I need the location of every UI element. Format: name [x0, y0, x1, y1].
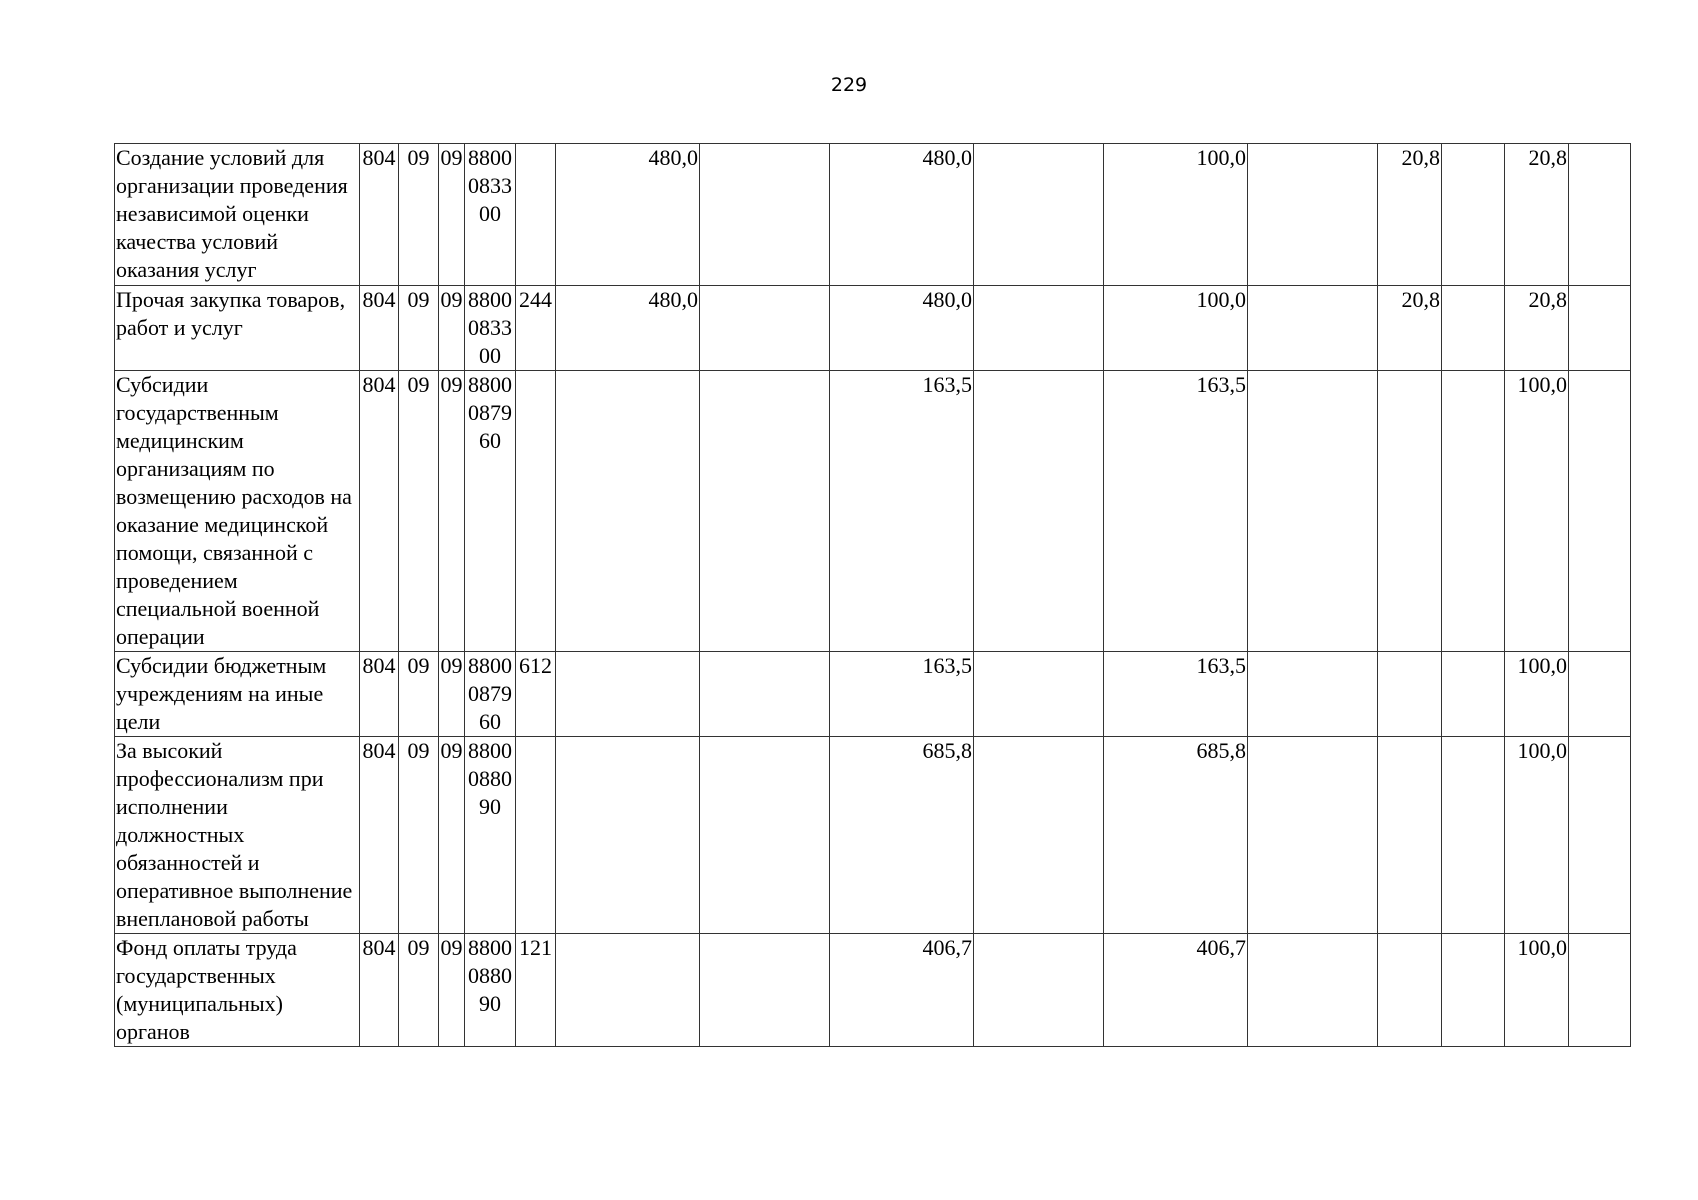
ved-code-cell: 804: [360, 286, 399, 371]
csr-code-cell: [465, 652, 516, 737]
ved-code-cell: 804: [360, 652, 399, 737]
csr-code-cell: [465, 934, 516, 1047]
empty-cell: [974, 144, 1104, 286]
value-cell-2: 480,0: [830, 286, 974, 371]
empty-cell: [1569, 737, 1631, 934]
table-row: [115, 737, 1631, 934]
table-row: [115, 371, 1631, 652]
empty-cell: [1248, 737, 1378, 934]
empty-cell: [1569, 144, 1631, 286]
table-row: [115, 286, 1631, 371]
rz-code-cell: 09: [399, 371, 439, 652]
pr-code-cell: 09: [439, 371, 465, 652]
empty-cell: [1248, 286, 1378, 371]
empty-cell: [700, 652, 830, 737]
rz-code-cell: 09: [399, 652, 439, 737]
csr-code-part: 8800: [468, 738, 512, 763]
csr-code-part: 0879: [468, 681, 512, 706]
value-cell-3: 100,0: [1104, 144, 1248, 286]
ved-code-cell: 804: [360, 934, 399, 1047]
table-row: [115, 934, 1631, 1047]
pr-code-cell: 09: [439, 934, 465, 1047]
value-cell-5: 20,8: [1505, 144, 1569, 286]
empty-cell: [1569, 934, 1631, 1047]
empty-cell: [700, 144, 830, 286]
value-cell-1: [556, 934, 700, 1047]
pr-code-cell: 09: [439, 737, 465, 934]
csr-code-part: 0833: [468, 173, 512, 198]
value-cell-2: 163,5: [830, 371, 974, 652]
empty-cell: [1442, 371, 1505, 652]
ved-code-cell: 804: [360, 371, 399, 652]
empty-cell: [700, 934, 830, 1047]
page-number: 229: [830, 74, 868, 96]
rz-code-cell: 09: [399, 144, 439, 286]
value-cell-3: 685,8: [1104, 737, 1248, 934]
empty-cell: [1442, 652, 1505, 737]
empty-cell: [1248, 652, 1378, 737]
empty-cell: [974, 737, 1104, 934]
row-name-cell: Субсидии бюджетным учреждениям на иные цели: [115, 652, 360, 737]
empty-cell: [1442, 934, 1505, 1047]
value-cell-3: 163,5: [1104, 652, 1248, 737]
vr-code-cell: [516, 144, 556, 286]
value-cell-5: 100,0: [1505, 737, 1569, 934]
empty-cell: [1442, 737, 1505, 934]
csr-code-part: 8800: [468, 653, 512, 678]
row-name-cell: За высокий профессионализм при исполнении должностных обязанностей и оперативное выполнение внеплановой работы: [115, 737, 360, 934]
value-cell-1: 480,0: [556, 286, 700, 371]
value-cell-5: 100,0: [1505, 934, 1569, 1047]
value-cell-3: 100,0: [1104, 286, 1248, 371]
csr-code-part: 0833: [468, 315, 512, 340]
value-cell-4: 20,8: [1378, 144, 1442, 286]
empty-cell: [1442, 144, 1505, 286]
empty-cell: [974, 934, 1104, 1047]
ved-code-cell: 804: [360, 144, 399, 286]
value-cell-2: 406,7: [830, 934, 974, 1047]
value-cell-5: 20,8: [1505, 286, 1569, 371]
rz-code-cell: 09: [399, 286, 439, 371]
value-cell-2: 480,0: [830, 144, 974, 286]
row-name-cell: Фонд оплаты труда государственных (муниципальных) органов: [115, 934, 360, 1047]
empty-cell: [700, 371, 830, 652]
csr-code-part: 90: [479, 991, 501, 1016]
csr-code-part: 0879: [468, 400, 512, 425]
empty-cell: [1248, 144, 1378, 286]
empty-cell: [700, 286, 830, 371]
ved-code-cell: 804: [360, 737, 399, 934]
budget-table: [114, 143, 1631, 1047]
value-cell-2: 685,8: [830, 737, 974, 934]
empty-cell: [1569, 652, 1631, 737]
csr-code-part: 8800: [468, 372, 512, 397]
csr-code-part: 00: [479, 201, 501, 226]
value-cell-1: [556, 371, 700, 652]
empty-cell: [1248, 934, 1378, 1047]
vr-code-cell: 612: [516, 652, 556, 737]
pr-code-cell: 09: [439, 286, 465, 371]
rz-code-cell: 09: [399, 737, 439, 934]
empty-cell: [1442, 286, 1505, 371]
pr-code-cell: 09: [439, 144, 465, 286]
value-cell-4: [1378, 934, 1442, 1047]
empty-cell: [974, 371, 1104, 652]
csr-code-part: 60: [479, 709, 501, 734]
csr-code-part: 8800: [468, 287, 512, 312]
pr-code-cell: 09: [439, 652, 465, 737]
value-cell-5: 100,0: [1505, 652, 1569, 737]
value-cell-4: [1378, 371, 1442, 652]
empty-cell: [1569, 371, 1631, 652]
csr-code-part: 8800: [468, 145, 512, 170]
value-cell-2: 163,5: [830, 652, 974, 737]
csr-code-part: 8800: [468, 935, 512, 960]
rz-code-cell: 09: [399, 934, 439, 1047]
vr-code-cell: [516, 371, 556, 652]
value-cell-3: 163,5: [1104, 371, 1248, 652]
csr-code-cell: [465, 286, 516, 371]
value-cell-4: [1378, 737, 1442, 934]
csr-code-part: 0880: [468, 766, 512, 791]
vr-code-cell: [516, 737, 556, 934]
csr-code-part: 90: [479, 794, 501, 819]
row-name-cell: Создание условий для организации проведения независимой оценки качества условий оказания услуг: [115, 144, 360, 286]
value-cell-1: [556, 652, 700, 737]
vr-code-cell: 244: [516, 286, 556, 371]
csr-code-cell: [465, 144, 516, 286]
value-cell-4: [1378, 652, 1442, 737]
value-cell-1: 480,0: [556, 144, 700, 286]
empty-cell: [974, 652, 1104, 737]
row-name-cell: Субсидии государственным медицинским организациям по возмещению расходов на оказание медицинской помощи, связанной с проведением специальной военной операции: [115, 371, 360, 652]
csr-code-cell: [465, 371, 516, 652]
table-row: [115, 652, 1631, 737]
csr-code-part: 00: [479, 343, 501, 368]
value-cell-1: [556, 737, 700, 934]
value-cell-4: 20,8: [1378, 286, 1442, 371]
vr-code-cell: 121: [516, 934, 556, 1047]
csr-code-cell: [465, 737, 516, 934]
empty-cell: [700, 737, 830, 934]
table-row: [115, 144, 1631, 286]
csr-code-part: 0880: [468, 963, 512, 988]
value-cell-5: 100,0: [1505, 371, 1569, 652]
value-cell-3: 406,7: [1104, 934, 1248, 1047]
empty-cell: [974, 286, 1104, 371]
row-name-cell: Прочая закупка товаров, работ и услуг: [115, 286, 360, 371]
empty-cell: [1248, 371, 1378, 652]
csr-code-part: 60: [479, 428, 501, 453]
empty-cell: [1569, 286, 1631, 371]
